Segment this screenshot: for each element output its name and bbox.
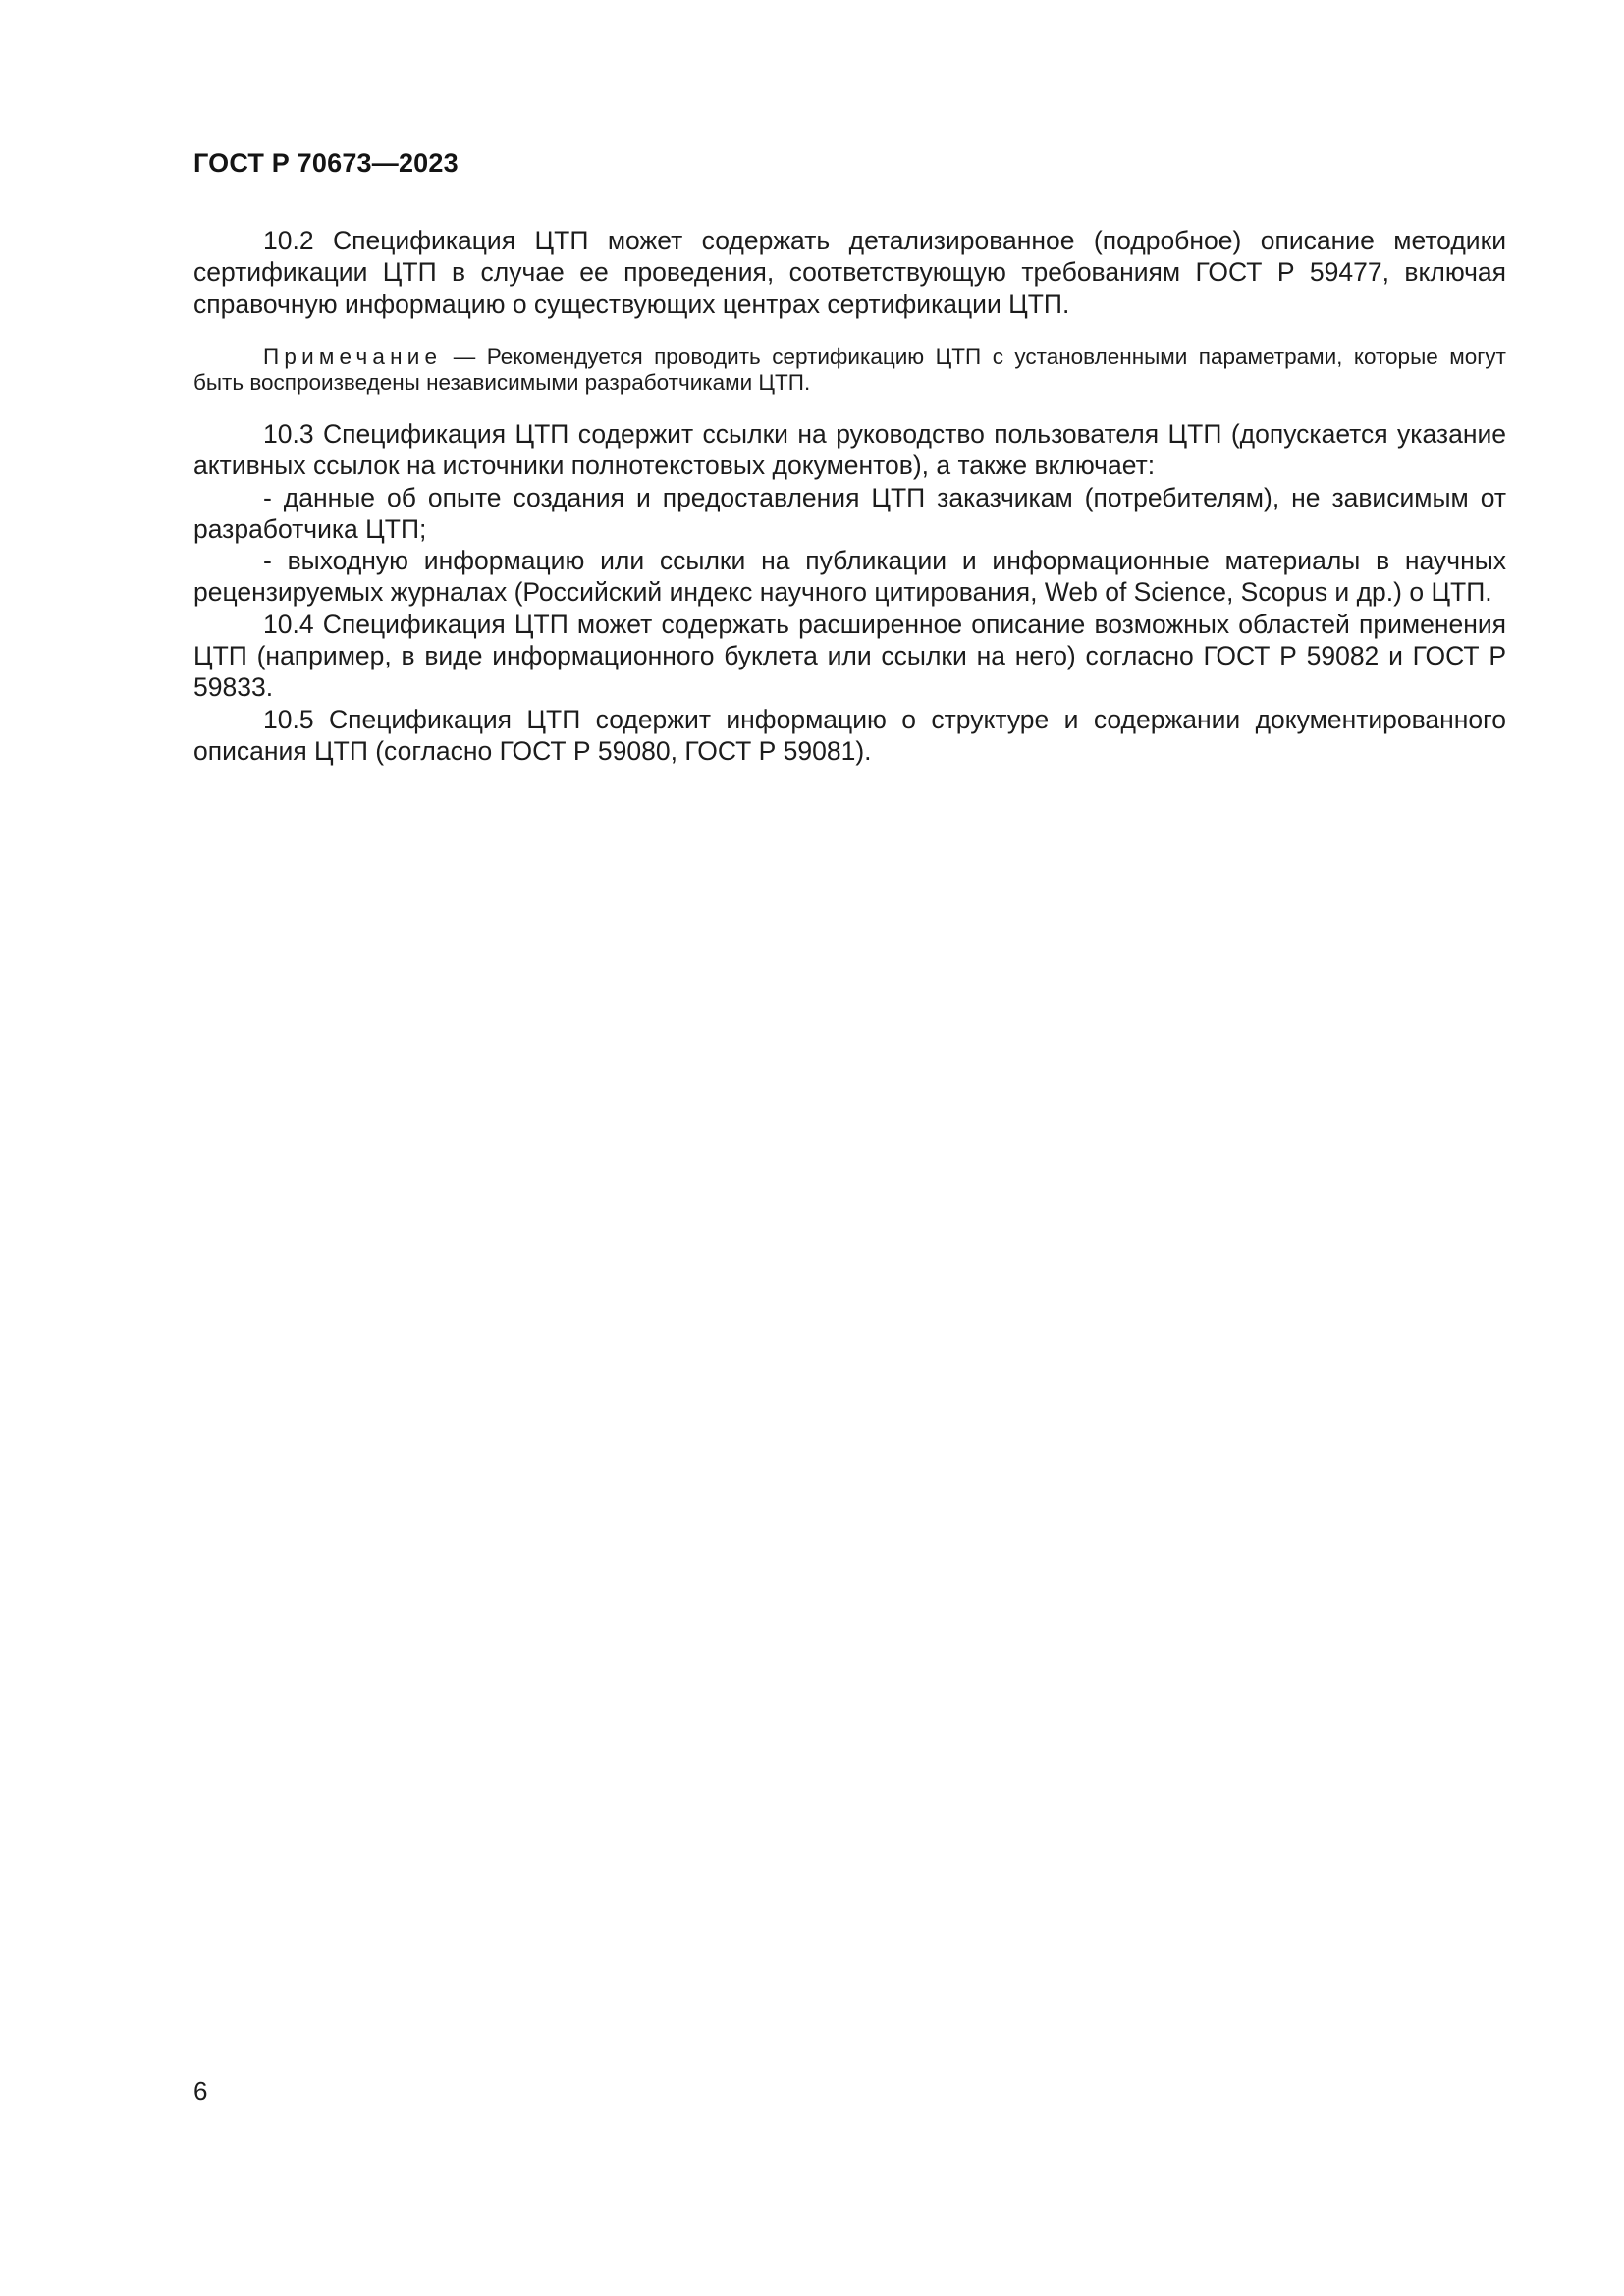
note-block — [193, 345, 1506, 396]
paragraph-10-5: 10.5 Спецификация ЦТП содержит информацию о структуре и содержании документированного описания ЦТП (согласно ГОСТ Р 59080, ГОСТ Р 59081). — [193, 704, 1506, 766]
sections-10-3-to-10-5 — [193, 418, 1506, 767]
note-label: Примечание — [263, 345, 443, 369]
note-text: Рекомендуется проводить сертификацию ЦТП с установленными параметрами, которые могут быть воспроизведены независимыми разработчиками ЦТП. — [193, 345, 1506, 395]
note-dash: — — [442, 345, 487, 369]
note-paragraph — [193, 345, 1506, 396]
page-number: 6 — [193, 2076, 208, 2106]
list-item-10-3-2: - выходную информацию или ссылки на публикации и информационные материалы в научных рецензируемых журналах (Российский индекс научного цитирования, Web of Science, Scopus и др.) о ЦТП. — [193, 546, 1506, 608]
paragraph-10-4: 10.4 Спецификация ЦТП может содержать расширенное описание возможных областей применения ЦТП (например, в виде информационного буклета или ссылки на него) согласно ГОСТ Р 59082 и ГОСТ Р 59833. — [193, 609, 1506, 703]
paragraph-10-2: 10.2 Спецификация ЦТП может содержать детализированное (подробное) описание методики сертификации ЦТП в случае ее проведения, соответствующую требованиям ГОСТ Р 59477, включая справочную информацию о существующих центрах сертификации ЦТП. — [193, 226, 1506, 319]
paragraph-10-3: 10.3 Спецификация ЦТП содержит ссылки на руководство пользователя ЦТП (допускается указание активных ссылок на источники полнотекстовых документов), а также включает: — [193, 419, 1506, 481]
document-header-standard-number: ГОСТ Р 70673—2023 — [193, 148, 459, 178]
list-item-10-3-1: - данные об опыте создания и предоставления ЦТП заказчикам (потребителям), не зависимым от разработчика ЦТП; — [193, 482, 1506, 544]
section-10-2 — [193, 225, 1506, 320]
